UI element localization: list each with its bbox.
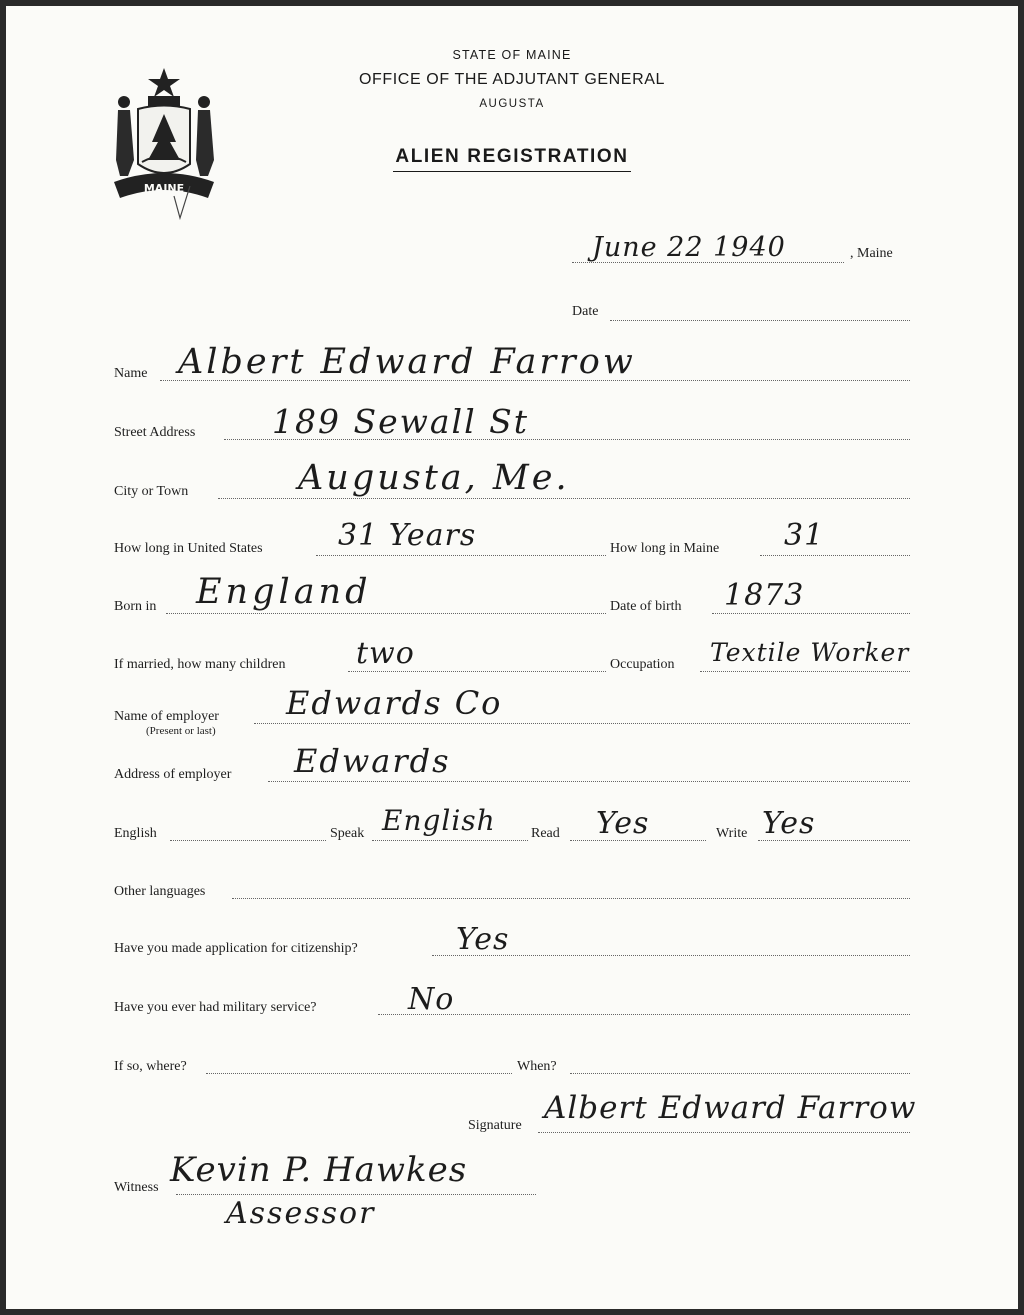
years-maine-label: How long in Maine: [610, 541, 720, 556]
birth-date-value: 1873: [724, 578, 805, 613]
other-languages-line: [232, 898, 910, 899]
employer-value: Edwards Co: [286, 684, 503, 722]
read-label: Read: [531, 826, 560, 841]
date-line: [610, 320, 910, 321]
birth-date-label: Date of birth: [610, 599, 682, 614]
english-line: [170, 840, 326, 841]
born-in-label: Born in: [114, 599, 157, 614]
witness-value: Kevin P. Hawkes: [170, 1150, 468, 1190]
military-line: [378, 1014, 910, 1015]
born-in-line: [166, 613, 606, 614]
name-label: Name: [114, 366, 148, 381]
years-maine-value: 31: [784, 518, 825, 553]
form-title: ALIEN REGISTRATION: [0, 146, 1024, 172]
date-line-top: [572, 262, 844, 263]
street-label: Street Address: [114, 425, 196, 440]
years-us-label: How long in United States: [114, 541, 263, 556]
employer-address-label: Address of employer: [114, 767, 232, 782]
born-in-value: England: [196, 572, 372, 612]
employer-line: [254, 723, 910, 724]
where-label: If so, where?: [114, 1059, 187, 1074]
date-suffix: , Maine: [850, 246, 893, 261]
speak-value: English: [382, 804, 496, 837]
occupation-value: Textile Worker: [710, 638, 910, 667]
military-label: Have you ever had military service?: [114, 1000, 317, 1015]
office-heading: OFFICE OF THE ADJUTANT GENERAL: [358, 71, 666, 88]
when-label: When?: [517, 1059, 557, 1074]
write-label: Write: [716, 826, 748, 841]
employer-sublabel: (Present or last): [146, 725, 216, 737]
when-line: [570, 1073, 910, 1074]
citizenship-value: Yes: [456, 922, 510, 957]
read-value: Yes: [596, 806, 650, 841]
employer-address-value: Edwards: [294, 742, 451, 780]
other-languages-label: Other languages: [114, 884, 206, 899]
where-line: [206, 1073, 512, 1074]
signature-label: Signature: [468, 1118, 522, 1133]
name-value: Albert Edward Farrow: [178, 342, 636, 382]
years-us-line: [316, 555, 606, 556]
witness-line: [176, 1194, 536, 1195]
years-maine-line: [760, 555, 910, 556]
citizenship-label: Have you made application for citizenship?: [114, 941, 358, 956]
children-label: If married, how many children: [114, 657, 286, 672]
city-line: [218, 498, 910, 499]
speak-line: [372, 840, 528, 841]
street-value: 189 Sewall St: [272, 402, 529, 441]
years-us-value: 31 Years: [338, 518, 477, 553]
state-heading: STATE OF MAINE: [452, 48, 572, 62]
city-label: City or Town: [114, 484, 189, 499]
birth-date-line: [712, 613, 910, 614]
speak-label: Speak: [330, 826, 365, 841]
state-seal-icon: [108, 64, 220, 222]
date-label: Date: [572, 304, 599, 319]
employer-label: Name of employer: [114, 709, 219, 724]
witness-label: Witness: [114, 1180, 159, 1195]
children-value: two: [356, 636, 415, 671]
children-line: [348, 671, 606, 672]
english-label: English: [114, 826, 157, 841]
write-value: Yes: [762, 806, 816, 841]
occupation-label: Occupation: [610, 657, 675, 672]
svg-text:MAINE: MAINE: [143, 182, 185, 195]
city-value: Augusta, Me.: [298, 458, 570, 498]
date-value: June 22 1940: [592, 232, 786, 263]
occupation-line: [700, 671, 910, 672]
signature-value: Albert Edward Farrow: [544, 1090, 917, 1126]
signature-line: [538, 1132, 910, 1133]
military-value: No: [408, 982, 455, 1017]
witness-title: Assessor: [226, 1196, 376, 1231]
employer-address-line: [268, 781, 910, 782]
city-heading: AUGUSTA: [479, 98, 545, 110]
